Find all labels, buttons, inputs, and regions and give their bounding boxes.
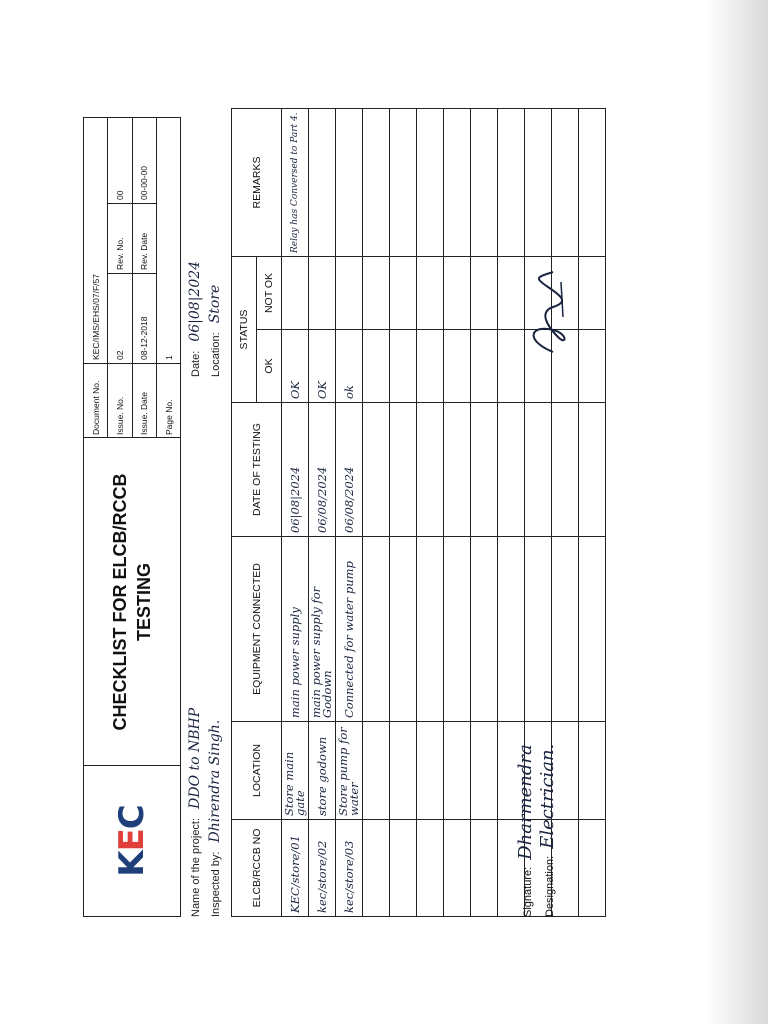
cell-equipment — [363, 537, 390, 722]
cell-location — [579, 722, 606, 820]
meta-row — [84, 118, 108, 438]
cell-remarks — [444, 109, 471, 257]
meta-label: Page No. — [157, 363, 181, 438]
cell-not-ok — [579, 257, 606, 330]
cell-location: store godown — [309, 722, 336, 820]
cell-date — [390, 403, 417, 537]
cell-remarks — [525, 109, 552, 257]
meta-value: 00 — [114, 190, 125, 200]
cell-elcb — [579, 820, 606, 917]
cell-equipment — [471, 537, 498, 722]
project-label: Name of the project: — [190, 817, 202, 917]
cell-location: Store pump for water — [336, 722, 363, 820]
designation-value: Electrician. — [537, 743, 558, 849]
cell-remarks — [309, 109, 336, 257]
table-row — [471, 109, 498, 917]
cell-date: 06/08/2024 — [309, 403, 336, 537]
cell-equipment — [390, 537, 417, 722]
cell-remarks — [471, 109, 498, 257]
document-title — [84, 437, 180, 766]
cell-remarks — [579, 109, 606, 257]
meta-value: KEC/IMS/EHS/07/F/57 — [90, 274, 101, 360]
cell-date: 06|08|2024 — [282, 403, 309, 537]
date-line — [187, 261, 203, 377]
cell-not-ok — [309, 257, 336, 330]
meta-row — [133, 118, 157, 438]
cell-location — [417, 722, 444, 820]
table-row — [336, 109, 363, 917]
cell-elcb — [390, 820, 417, 917]
location-value: Store — [207, 284, 223, 324]
col-date: DATE OF TESTING — [232, 403, 282, 537]
cell-remarks — [552, 109, 579, 257]
meta-label: Issue. Date — [133, 363, 156, 438]
page-edge-shadow — [706, 0, 768, 1024]
meta-value: 02 — [108, 273, 131, 363]
meta-label: Document No. — [84, 363, 107, 438]
cell-location — [444, 722, 471, 820]
cell-ok: OK — [282, 330, 309, 403]
header-row — [232, 109, 257, 917]
logo-cell — [84, 765, 180, 916]
title-line-1: CHECKLIST FOR ELCB/RCCB — [110, 473, 130, 731]
table-row — [444, 109, 471, 917]
cell-remarks — [390, 109, 417, 257]
inspected-label: Inspected by: — [210, 851, 222, 917]
date-value: 06|08|2024 — [187, 260, 203, 342]
document-header — [83, 117, 181, 917]
table-row — [363, 109, 390, 917]
table-row — [390, 109, 417, 917]
cell-date — [498, 403, 525, 537]
col-remarks: REMARKS — [232, 109, 282, 257]
meta-row — [108, 118, 132, 438]
meta-value: 08-12-2018 — [133, 273, 156, 363]
cell-remarks — [363, 109, 390, 257]
cell-remarks — [498, 109, 525, 257]
cell-date: 06/08/2024 — [336, 403, 363, 537]
cell-date — [471, 403, 498, 537]
cell-equipment — [552, 537, 579, 722]
cell-elcb — [363, 820, 390, 917]
cell-remarks: Relay has Conversed to Part 4. — [282, 109, 309, 257]
cell-ok — [498, 330, 525, 403]
signature-label: Signature: — [522, 866, 534, 917]
designation-label: Designation: — [544, 855, 556, 917]
cell-location: Store main gate — [282, 722, 309, 820]
inspector-signature-scribble — [523, 267, 573, 357]
cell-equipment — [498, 537, 525, 722]
cell-date — [579, 403, 606, 537]
col-equipment: EQUIPMENT CONNECTED — [232, 537, 282, 722]
signature-value: Dharmendra — [515, 744, 536, 860]
cell-equipment — [417, 537, 444, 722]
cell-ok — [579, 330, 606, 403]
cell-equipment — [444, 537, 471, 722]
cell-not-ok — [444, 257, 471, 330]
cell-date — [417, 403, 444, 537]
designation-line — [537, 744, 558, 917]
meta-row — [157, 118, 181, 438]
meta-value: 00-00-00 — [139, 165, 150, 200]
cell-location — [363, 722, 390, 820]
cell-elcb: kec/store/03 — [336, 820, 363, 917]
cell-ok — [417, 330, 444, 403]
col-ok: OK — [257, 330, 282, 403]
cell-elcb — [444, 820, 471, 917]
cell-not-ok — [471, 257, 498, 330]
cell-elcb — [471, 820, 498, 917]
col-elcb: ELCB/RCCB NO — [232, 820, 282, 917]
signature-line — [515, 744, 536, 917]
project-name-line — [187, 708, 203, 917]
meta-label: Rev. Date — [133, 203, 156, 273]
meta-label: Rev. No. — [108, 203, 131, 273]
cell-not-ok — [282, 257, 309, 330]
col-location: LOCATION — [232, 722, 282, 820]
cell-elcb: KEC/store/01 — [282, 820, 309, 917]
cell-ok — [390, 330, 417, 403]
table-row — [417, 109, 444, 917]
meta-value: 1 — [163, 355, 174, 360]
checklist-document — [83, 112, 558, 917]
cell-ok — [471, 330, 498, 403]
project-value: DDO to NBHP — [187, 707, 203, 809]
table-row — [282, 109, 309, 917]
date-label: Date: — [190, 350, 202, 377]
cell-equipment — [525, 537, 552, 722]
cell-remarks — [336, 109, 363, 257]
cell-equipment: main power supply — [282, 537, 309, 722]
title-line-2: TESTING — [134, 563, 154, 642]
table-row — [309, 109, 336, 917]
cell-equipment — [579, 537, 606, 722]
cell-not-ok — [498, 257, 525, 330]
cell-ok — [363, 330, 390, 403]
cell-date — [552, 403, 579, 537]
cell-elcb: kec/store/02 — [309, 820, 336, 917]
cell-not-ok — [336, 257, 363, 330]
document-meta-grid — [84, 118, 180, 438]
cell-elcb — [417, 820, 444, 917]
table-row — [579, 109, 606, 917]
kec-logo: KEC — [112, 805, 152, 877]
cell-not-ok — [390, 257, 417, 330]
location-line — [207, 285, 223, 377]
col-status: STATUS — [232, 257, 257, 403]
cell-equipment: Connected for water pump — [336, 537, 363, 722]
cell-date — [444, 403, 471, 537]
cell-not-ok — [363, 257, 390, 330]
col-not-ok: NOT OK — [257, 257, 282, 330]
cell-not-ok — [417, 257, 444, 330]
cell-equipment: main power supply for Godown — [309, 537, 336, 722]
cell-ok: OK — [309, 330, 336, 403]
cell-date — [525, 403, 552, 537]
inspected-value: Dhirendra Singh. — [207, 719, 223, 843]
cell-date — [363, 403, 390, 537]
cell-ok: ok — [336, 330, 363, 403]
cell-remarks — [417, 109, 444, 257]
meta-label: Issue. No. — [108, 363, 131, 438]
inspected-by-line — [207, 720, 223, 917]
cell-location — [471, 722, 498, 820]
location-label: Location: — [210, 332, 222, 377]
cell-ok — [444, 330, 471, 403]
cell-location — [390, 722, 417, 820]
